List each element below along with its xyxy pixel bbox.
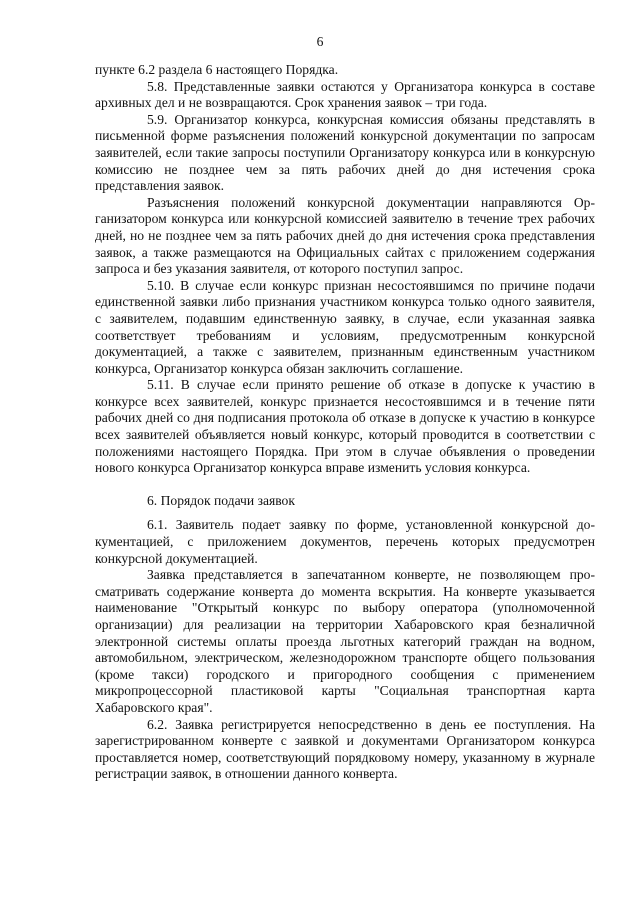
paragraph-5-10: 5.10. В случае если конкурс признан несостоявшимся по причине подачи единственной заявки либо признания участником конкурса только одного заявителя, с заявителем, подавшим единственную заявку, в случае, если указанная заявка соответствует требованиям и условиям, предусмотренным конкурсной документацией, а также с заявителем, признанным единственным участником конкурса, Организатор конкурса обязан заключить соглашение. — [95, 277, 595, 376]
paragraph-6-1-envelope: Заявка представляется в запечатанном конверте, не позволяющем просматривать содержание конверта до момента вскрытия. На конверте указывается наименование "Открытый конкурс по выбору оператора (уполномоченной организации) для реализации на территории Хабаровского края безналичной электронной системы оплаты проезда льготных категорий граждан на водном, автомобильном, электрическом, железнодорожном транспорте общего пользования (кроме такси) городского и пригородного сообщения с применением микропроцессорной пластиковой карты "Социальная транспортная карта Хабаровского края". — [95, 567, 595, 715]
paragraph-5-9: 5.9. Организатор конкурса, конкурсная комиссия обязаны представлять в письменной форме разъяснения положений конкурсной документации по запросам заявителей, если такие запросы поступили Организатору конкурса или в конкурсную комиссию не позднее чем за пять рабочих дней до дня истечения срока представления заявок. — [95, 111, 595, 194]
paragraph-5-11: 5.11. В случае если принято решение об отказе в допуске к участию в конкурсе всех заявителей, конкурс признается несостоявшимся и в течение пяти рабочих дней со дня подписания протокола об отказе в допуске к участию в конкурсе всех заявителей объявляется новый конкурс, который проводится в соответствии с положениями настоящего Порядка. При этом в случае объявления о проведении нового конкурса Организатор конкурса вправе изменить условия конкурса. — [95, 377, 595, 476]
paragraph-5-8: 5.8. Представленные заявки остаются у Организатора конкурса в составе архивных дел и не возвращаются. Срок хранения заявок – три года. — [95, 78, 595, 111]
document-body — [95, 62, 595, 783]
page-number: 6 — [316, 34, 324, 49]
paragraph-6-1: 6.1. Заявитель подает заявку по форме, установленной конкурсной документацией, с приложением документов, перечень которых предусмотрен конкурсной документацией. — [95, 517, 595, 566]
section-heading: 6. Порядок подачи заявок — [147, 492, 295, 508]
paragraph-6-2: 6.2. Заявка регистрируется непосредственно в день ее поступления. На зарегистрированном конверте с заявкой и документами Организатором конкурса проставляется номер, соответствующий порядковому номеру, указанному в журнале регистрации заявок, в отношении данного конверта. — [95, 716, 595, 782]
paragraph-5-9-clarifications: Разъяснения положений конкурсной документации направляются Организатором конкурса или конкурсной комиссией заявителю в течение трех рабочих дней, но не позднее чем за пять рабочих дней до дня истечения срока представления заявок, а также размещаются на Официальных сайтах с приложением содержания запроса и без указания заявителя, от которого поступил запрос. — [95, 194, 595, 277]
paragraph-continuation: пункте 6.2 раздела 6 настоящего Порядка. — [95, 62, 339, 77]
